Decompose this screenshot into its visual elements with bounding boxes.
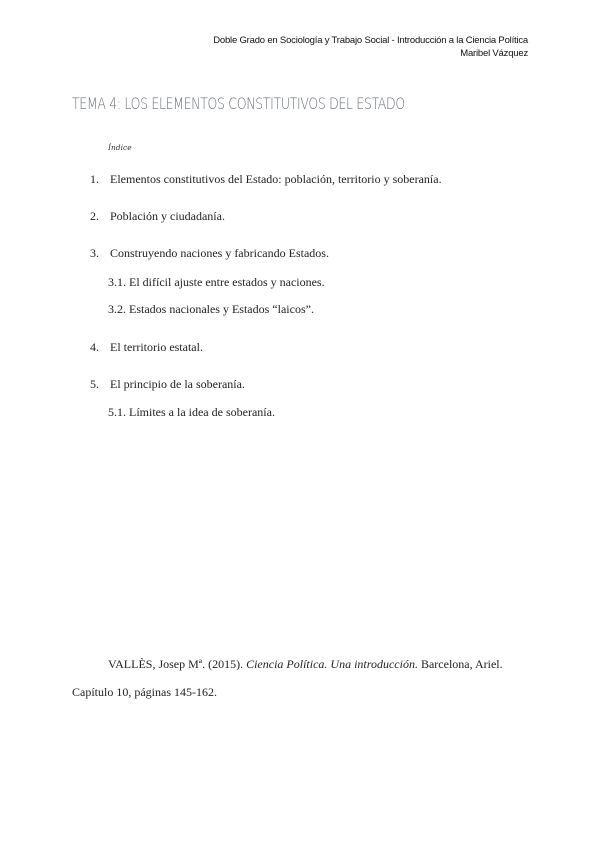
index-label: Índice [108, 143, 132, 152]
toc-item-text: El territorio estatal. [110, 340, 203, 354]
toc-subitem: 3.1. El difícil ajuste entre estados y naciones. [108, 275, 325, 289]
toc-item-number: 1. [90, 172, 99, 186]
toc-item-number: 4. [90, 340, 99, 354]
reference-author: VALLÈS, Josep Mª. (2015). [108, 657, 244, 671]
reference-book-title: Ciencia Política. Una introducción. [246, 657, 418, 671]
reference-pages: Capítulo 10, páginas 145-162. [72, 685, 217, 699]
toc-item-number: 3. [90, 246, 99, 260]
toc-subitem: 3.2. Estados nacionales y Estados “laicos”. [108, 302, 314, 316]
toc-item-text: Elementos constitutivos del Estado: población, territorio y soberanía. [110, 172, 442, 186]
reference-publisher: Barcelona, Ariel. [420, 657, 503, 671]
bibliographic-reference [72, 650, 528, 706]
header-course: Doble Grado en Sociología y Trabajo Social - Introducción a la Ciencia Política [213, 35, 528, 46]
page-header [213, 34, 528, 60]
toc-item-text: El principio de la soberanía. [110, 377, 245, 391]
toc-item-text: Población y ciudadanía. [110, 209, 225, 223]
toc-subitem: 5.1. Límites a la idea de soberanía. [108, 405, 275, 419]
toc-item-number: 5. [90, 377, 99, 391]
toc-item-text: Construyendo naciones y fabricando Estados. [110, 246, 329, 260]
reference-line [72, 650, 528, 678]
document-title: TEMA 4: LOS ELEMENTOS CONSTITUTIVOS DEL ESTADO [72, 94, 405, 113]
toc-item-number: 2. [90, 209, 99, 223]
header-author: Maribel Vázquez [460, 48, 528, 59]
